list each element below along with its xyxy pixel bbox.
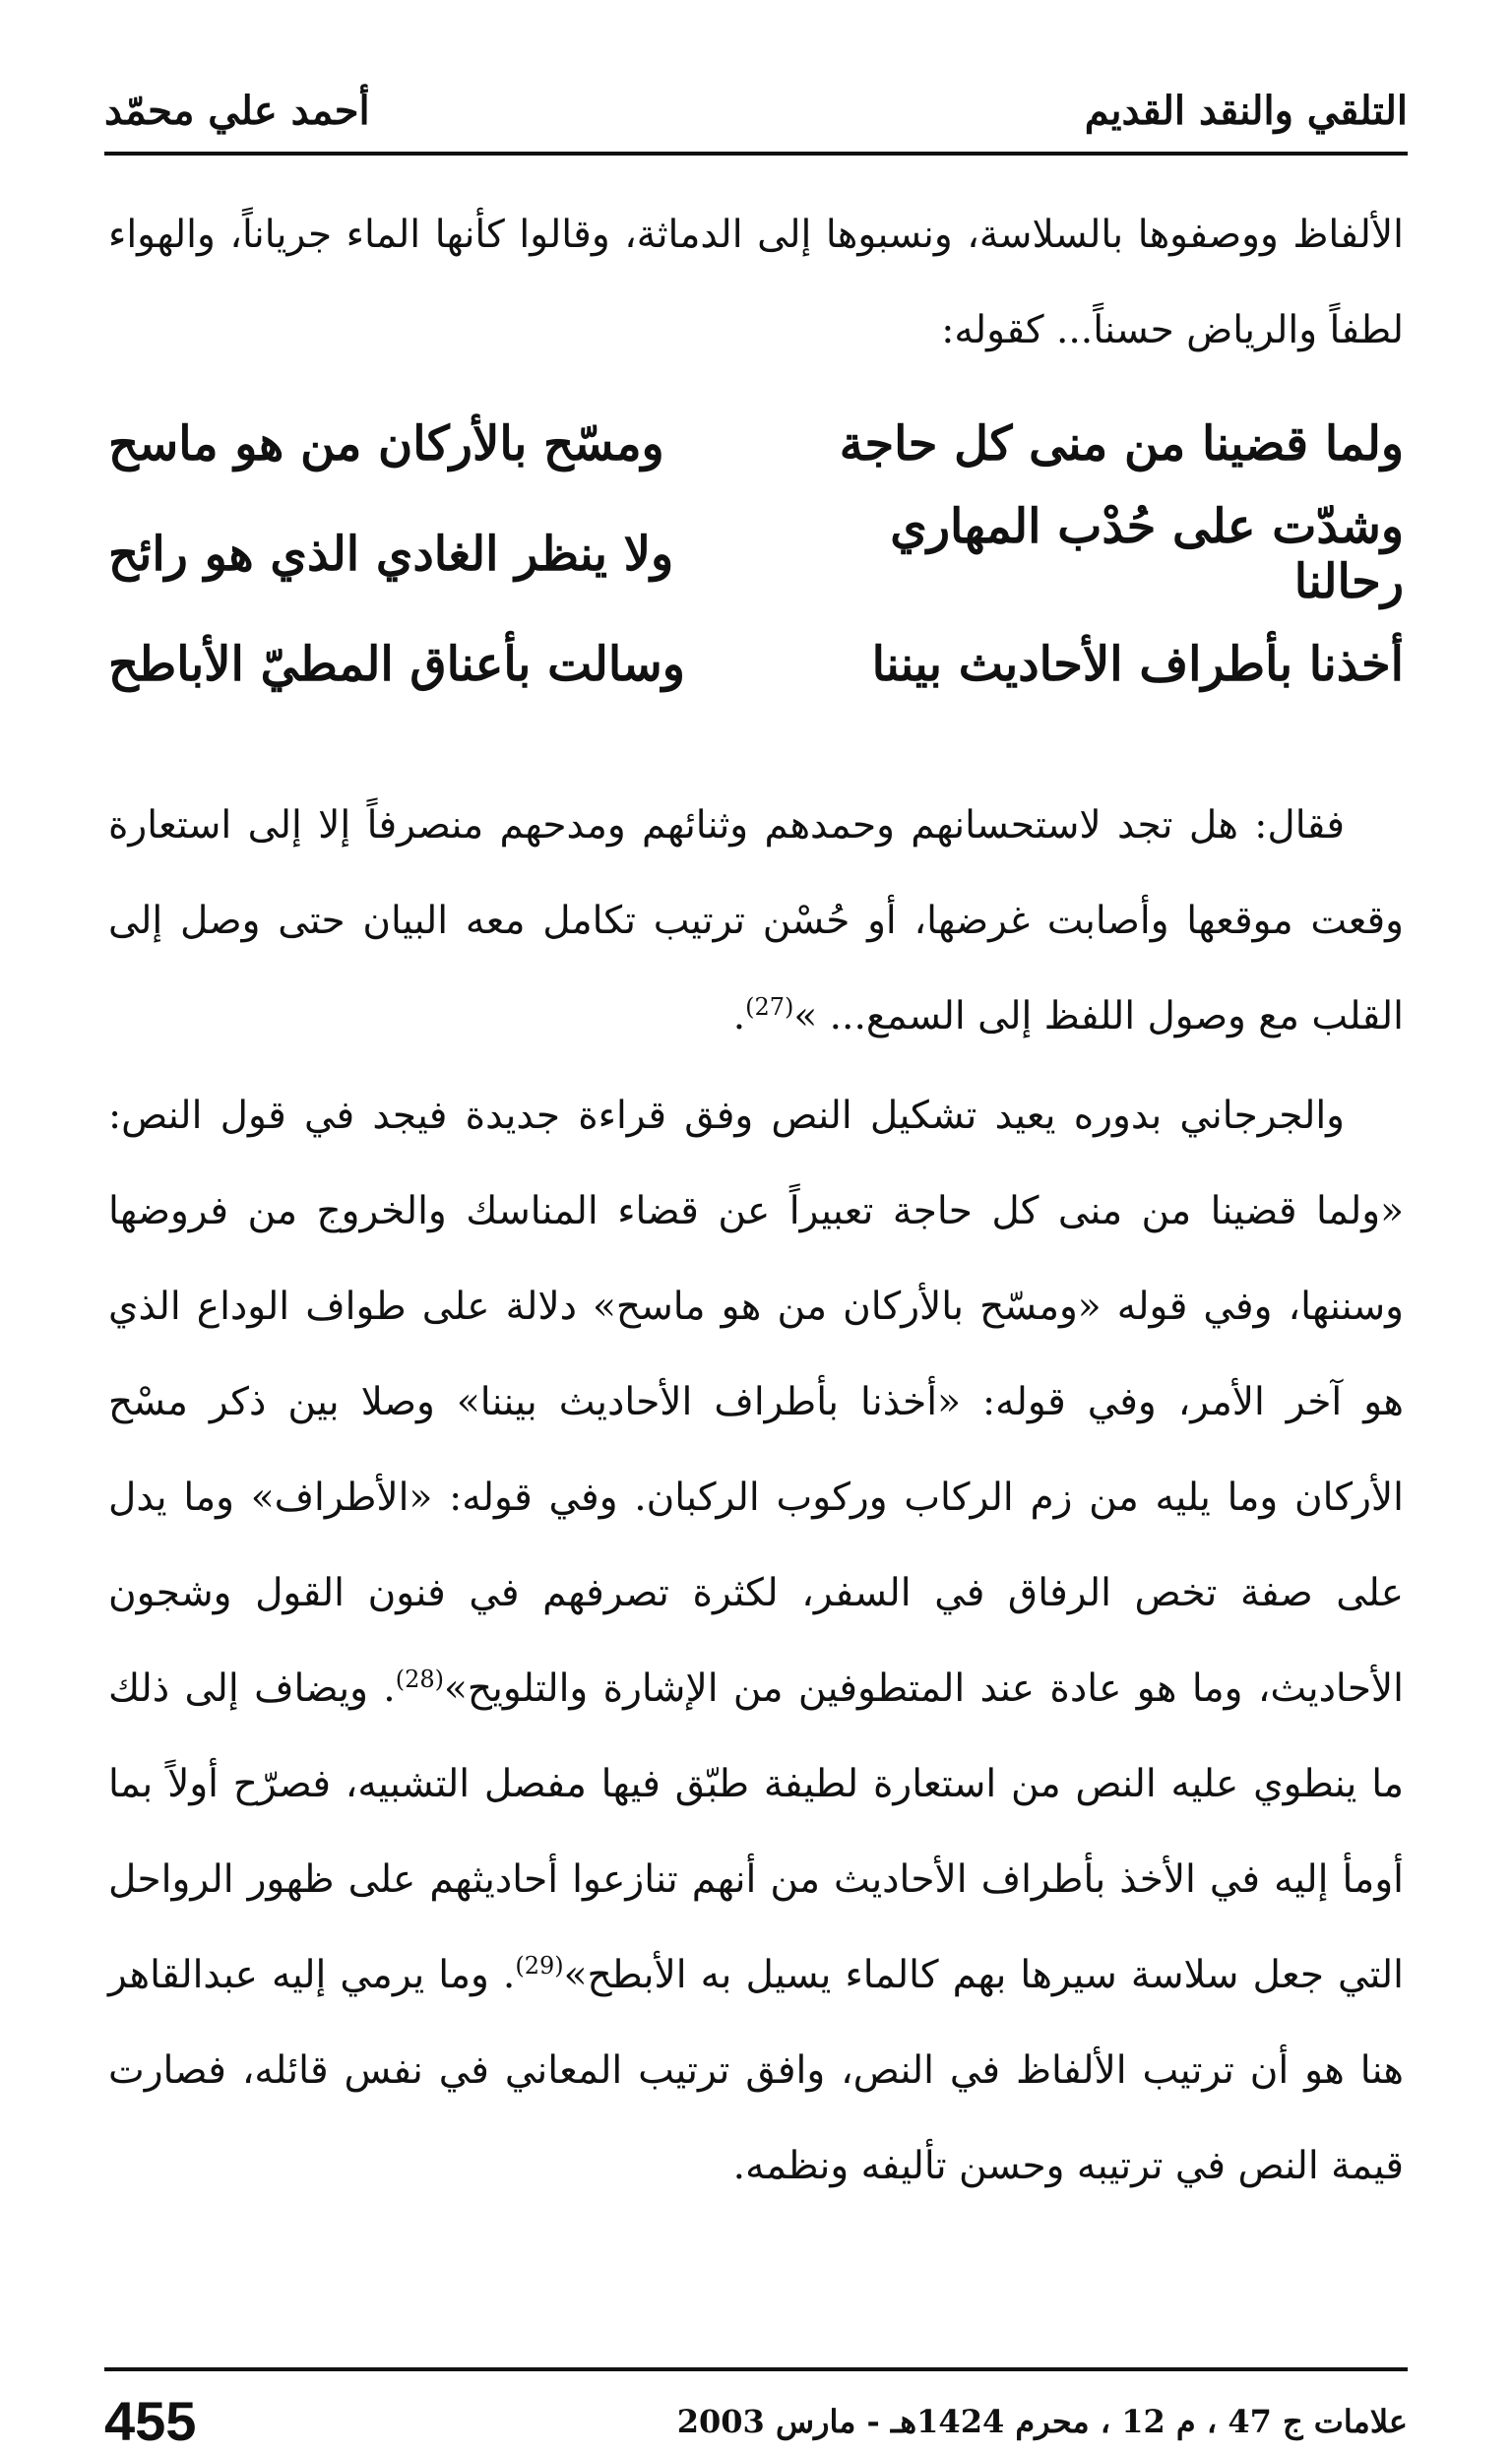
page-number: 455 (104, 2390, 197, 2452)
verse-1-second-hemistich: ومسّح بالأركان من هو ماسح (108, 416, 664, 472)
verse-3 (108, 609, 1404, 720)
para1-text: فقال: هل تجد لاستحسانهم وحمدهم وثنائهم ومدحهم منصرفاً إلا إلى استعارة وقعت موقعها وأصابت غرضها، أو حُسْن ترتيب تكامل معه البيان حتى وصل إلى القلب مع وصول اللفظ إلى السمع... » (108, 803, 1404, 1038)
commentary-paragraph-1 (108, 778, 1404, 1064)
header-title: التلقي والنقد القديم (1084, 87, 1408, 134)
commentary-paragraph-2 (108, 1068, 1404, 2214)
verse-1-first-hemistich: ولما قضينا من منى كل حاجة (839, 416, 1404, 472)
header-author: أحمد علي محمّد (104, 87, 370, 134)
para2-text-3: . وما يرمي إليه عبدالقاهر هنا هو أن ترتيب الألفاظ في النص، وافق ترتيب المعاني في نفس قائله، فصارت قيمة النص في ترتيبه وحسن تأليفه ونظمه. (108, 1953, 1404, 2188)
verse-2 (108, 499, 1404, 609)
verse-3-second-hemistich: وسالت بأعناق المطيّ الأباطح (108, 637, 685, 692)
para1-end: . (732, 994, 746, 1038)
footnote-ref-28: (28) (395, 1666, 444, 1693)
page-footer (104, 2367, 1408, 2453)
journal-issue: علامات ج 47 ، م 12 ، محرم 1424هـ - مارس 2003 (676, 2402, 1408, 2440)
para2-text-2: . ويضاف إلى ذلك ما ينطوي عليه النص من استعارة لطيفة طبّق فيها مفصل التشبيه، فصرّح أولاً بما أومأ إليه في الأخذ بأطراف الأحاديث من أنهم تنازعوا أحاديثهم على ظهور الرواحل التي جعل سلاسة سيرها بهم كالماء يسيل به الأبطح» (108, 1667, 1404, 1997)
verse-2-second-hemistich: ولا ينظر الغادي الذي هو رائح (108, 527, 674, 582)
poem-block (108, 389, 1404, 720)
footnote-ref-29: (29) (515, 1952, 564, 1980)
running-header (104, 69, 1408, 156)
verse-1 (108, 389, 1404, 499)
para2-text-1: والجرجاني بدوره يعيد تشكيل النص وفق قراءة جديدة فيجد في قول النص: «ولما قضينا من منى كل حاجة تعبيراً عن قضاء المناسك والخروج من فروضها وسننها، وفي قوله «ومسّح بالأركان من هو ماسح» دلالة على طواف الوداع الذي هو آخر الأمر، وفي قوله: «أخذنا بأطراف الأحاديث بيننا» وصلا بين ذكر مسْح الأركان وما يليه من زم الركاب وركوب الركبان. وفي قوله: «الأطراف» وما يدل على صفة تخص الرفاق في السفر، لكثرة تصرفهم في فنون القول وشجون الأحاديث، وما هو عادة عند المتطوفين من الإشارة والتلويح» (108, 1094, 1404, 1711)
footnote-ref-27: (27) (745, 993, 794, 1021)
intro-paragraph (108, 187, 1404, 378)
verse-2-first-hemistich: وشدّت على حُدْب المهاري رحالنا (890, 499, 1404, 609)
verse-3-first-hemistich: أخذنا بأطراف الأحاديث بيننا (871, 637, 1404, 692)
intro-text: الألفاظ ووصفوها بالسلاسة، ونسبوها إلى الدماثة، وقالوا كأنها الماء جرياناً، والهواء لطفاً والرياض حسناً... كقوله: (108, 213, 1404, 352)
